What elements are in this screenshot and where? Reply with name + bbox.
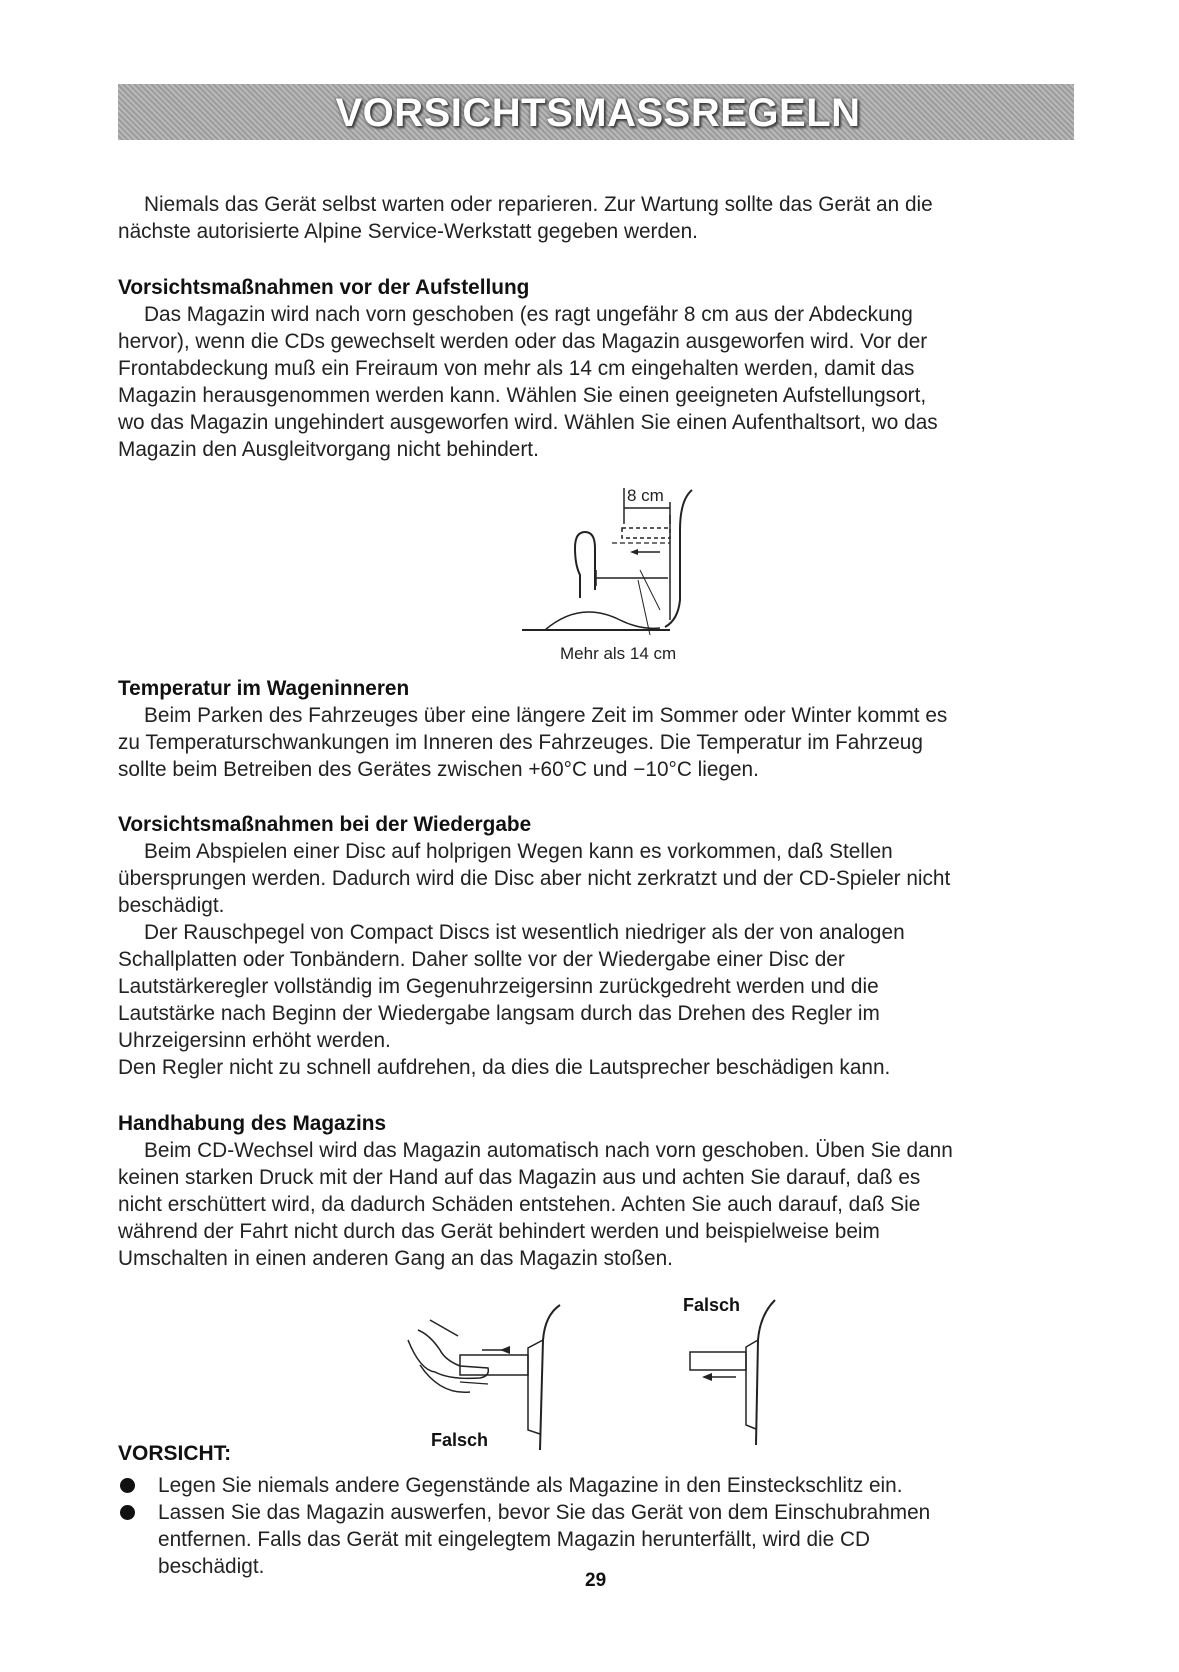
section-heading-magazine: Handhabung des Magazins bbox=[118, 1112, 387, 1135]
paragraph-line: Frontabdeckung muß ein Freiraum von mehr als 14 cm eingehalten werden, damit das bbox=[118, 357, 915, 380]
paragraph-line: Beim Parken des Fahrzeuges über eine längere Zeit im Sommer oder Winter kommt es bbox=[144, 704, 948, 727]
paragraph-line: wo das Magazin ungehindert ausgeworfen wird. Wählen Sie einen Aufenthaltsort, wo das bbox=[118, 411, 938, 434]
caution-heading: VORSICHT: bbox=[118, 1442, 232, 1465]
paragraph-line: Der Rauschpegel von Compact Discs ist wesentlich niedriger als der von analogen bbox=[144, 921, 905, 944]
paragraph-line: zu Temperaturschwankungen im Inneren des Fahrzeuges. Die Temperatur im Fahrzeug bbox=[118, 731, 923, 754]
paragraph-line: Umschalten in einen anderen Gang an das Magazin stoßen. bbox=[118, 1247, 673, 1270]
paragraph-line: Beim Abspielen einer Disc auf holprigen Wegen kann es vorkommen, daß Stellen bbox=[144, 840, 893, 863]
paragraph-line: sollte beim Betreiben des Gerätes zwischen +60°C und −10°C liegen. bbox=[118, 758, 759, 781]
paragraph-line: Lautstärke nach Beginn der Wiedergabe langsam durch das Drehen des Regler im bbox=[118, 1002, 880, 1025]
paragraph-line: Lautstärkeregler vollständig im Gegenuhrzeigersinn zurückgedreht werden und die bbox=[118, 975, 879, 998]
paragraph-line: während der Fahrt nicht durch das Gerät behindert werden und beispielweise beim bbox=[118, 1220, 880, 1243]
paragraph-line: Den Regler nicht zu schnell aufdrehen, da dies die Lautsprecher beschädigen kann. bbox=[118, 1056, 891, 1079]
section-heading-playback: Vorsichtsmaßnahmen bei der Wiedergabe bbox=[118, 813, 532, 836]
caution-item: Legen Sie niemals andere Gegenstände als Magazine in den Einsteckschlitz ein. bbox=[158, 1474, 903, 1497]
paragraph-line: übersprungen werden. Dadurch wird die Disc aber nicht zerkratzt und der CD-Spieler nicht bbox=[118, 867, 951, 890]
paragraph-line: Schallplatten oder Tonbändern. Daher sollte vor der Wiedergabe einer Disc der bbox=[118, 948, 845, 971]
paragraph-line: Magazin herausgenommen werden kann. Wählen Sie einen geeigneten Aufstellungsort, bbox=[118, 384, 927, 407]
wrong-handling-diagram-left bbox=[400, 1300, 580, 1460]
paragraph-line: Beim CD-Wechsel wird das Magazin automatisch nach vorn geschoben. Üben Sie dann bbox=[144, 1139, 953, 1162]
wrong-handling-diagram-right bbox=[680, 1295, 790, 1455]
intro-line: nächste autorisierte Alpine Service-Werkstatt gegeben werden. bbox=[118, 220, 698, 243]
figure-label-8cm: 8 cm bbox=[627, 486, 664, 505]
paragraph-line: Uhrzeigersinn erhöht werden. bbox=[118, 1029, 391, 1052]
paragraph-line: hervor), wenn die CDs gewechselt werden oder das Magazin ausgeworfen wird. Vor der bbox=[118, 330, 928, 353]
figure-label-falsch-left: Falsch bbox=[431, 1430, 489, 1450]
caution-item: Lassen Sie das Magazin auswerfen, bevor Sie das Gerät von dem Einschubrahmen bbox=[158, 1501, 931, 1524]
bullet-icon bbox=[120, 1505, 135, 1520]
paragraph-line: nicht erschüttert wird, da dadurch Schäden entstehen. Achten Sie auch darauf, daß Sie bbox=[118, 1193, 921, 1216]
section-heading-temperature: Temperatur im Wageninneren bbox=[118, 677, 410, 700]
clearance-diagram bbox=[520, 480, 730, 665]
caution-item-continued: beschädigt. bbox=[158, 1555, 265, 1578]
bullet-icon bbox=[120, 1478, 135, 1493]
figure-label-14cm: Mehr als 14 cm bbox=[560, 644, 677, 663]
figure-label-falsch-right: Falsch bbox=[683, 1295, 741, 1315]
intro-line: Niemals das Gerät selbst warten oder reparieren. Zur Wartung sollte das Gerät an die bbox=[144, 193, 933, 216]
paragraph-line: beschädigt. bbox=[118, 894, 225, 917]
caution-item-continued: entfernen. Falls das Gerät mit eingelegtem Magazin herunterfällt, wird die CD bbox=[158, 1528, 871, 1551]
page-title: VORSICHTSMASSREGELN bbox=[335, 91, 861, 135]
paragraph-line: keinen starken Druck mit der Hand auf das Magazin aus und achten Sie darauf, daß es bbox=[118, 1166, 921, 1189]
paragraph-line: Magazin den Ausgleitvorgang nicht behindert. bbox=[118, 438, 539, 461]
page-number: 29 bbox=[585, 1570, 607, 1591]
paragraph-line: Das Magazin wird nach vorn geschoben (es ragt ungefähr 8 cm aus der Abdeckung bbox=[144, 303, 913, 326]
section-heading-installation: Vorsichtsmaßnahmen vor der Aufstellung bbox=[118, 276, 530, 299]
